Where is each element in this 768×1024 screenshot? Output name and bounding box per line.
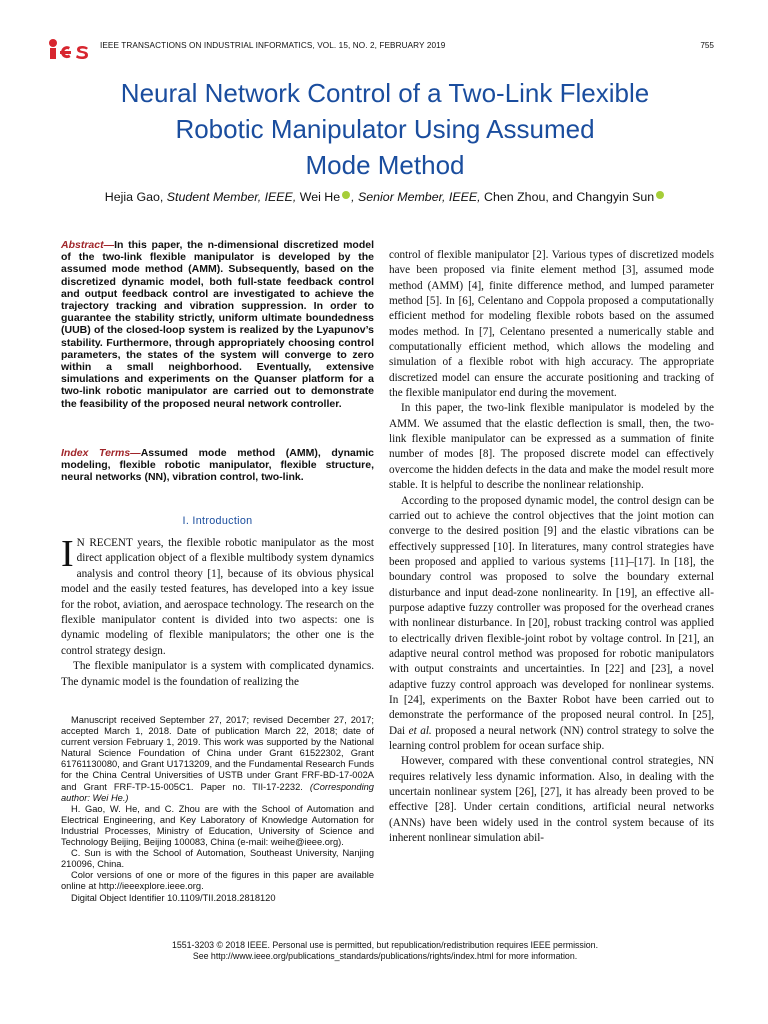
copyright-line-1: 1551-3203 © 2018 IEEE. Personal use is permitted, but republication/redistribution requires IEEE permission. [171, 940, 599, 950]
ies-logo [48, 38, 90, 60]
abstract-text: In this paper, the n-dimensional discretized model of the two-link flexible manipulator is developed by the assumed mode method (AMM). Subsequently, based on the discretized dynamic model, both full-state feedback control and output feedback control are investigated to achieve the trajectory tracking and vibration suppression. In order to guarantee the stability strictly, uniform ultimate boundedness (UUB) of the closed-loop system is realized by the Lyapunov’s stability. Furthermore, through appropriately choosing control parameters, the states of the system will converge to zero within a small neighborhood. Eventually, extensive simulations and experiments on the Quanser platform for a two-link robotic manipulator are carried out to demonstrate the feasibility of the proposed neural network controller. [61, 239, 374, 410]
footnotes [61, 715, 374, 904]
orcid-icon[interactable] [656, 191, 664, 199]
index-terms-text: Assumed mode method (AMM), dynamic modeling, flexible robotic manipulator, flexible structure, neural networks (NN), vibration control, two-link. [61, 447, 374, 484]
intro-paragraph-1: N RECENT years, the flexible robotic manipulator as the most direct application object of a flexible multibody system dynamics analysis and control theory [1], because of its obvious physical model and the easily tested features, has developed into a key issue for the robot, aviation, and aerospace technology. The research on the flexible manipulator content is divided into two aspects: one is dynamic modeling of flexible manipulators; the other one is the control strategy design. [61, 537, 374, 657]
author-list [30, 190, 740, 204]
title-line-1: Neural Network Control of a Two-Link Flexible [120, 78, 650, 108]
journal-citation: IEEE TRANSACTIONS ON INDUSTRIAL INFORMATICS, VOL. 15, NO. 2, FEBRUARY 2019 [100, 41, 446, 50]
footnote-affiliation-1: H. Gao, W. He, and C. Zhou are with the School of Automation and Electrical Engineering, and Key Laboratory of Knowledge Automation for Industrial Processes, Ministry of Education, University of Science and Technology Beijing, Beijing 100083, China (e-mail: weihe@ieee.org). [61, 803, 374, 848]
title-line-2: Robotic Manipulator Using Assumed [175, 114, 595, 144]
author-2-role: , Senior Member, IEEE, [351, 190, 481, 204]
right-paragraph-2: In this paper, the two-link flexible manipulator is modeled by the AMM. We assumed that the elastic deflection is small, then, the two-link flexible manipulator can be expressed as a summation of finite number of modes [8]. The proposed discrete model can effectively overcome the hidden defects in the data and make the model result more stable. It is helpful to describe the nonlinear relationship. [389, 402, 714, 492]
right-paragraph-1: control of flexible manipulator [2]. Various types of discretized models have been proposed via finite element method [3], assumed mode method (AMM) [4], finite difference method, and lumped parameter method [5]. In [6], Celentano and Coppola proposed a computationally efficient method for modeling flexible robots based on the assumed modes method. In [7], Celentano presented a numerically stable and computationally efficient method, which allows the modeling and simulation of a flexible robot with high accuracy. The appropriate discretized model can ensure the accurate positioning and tracking of the flexible manipulator end during the movement. [389, 249, 714, 400]
author-1-role: Student Member, IEEE, [166, 190, 297, 204]
drop-cap: I [61, 533, 74, 575]
right-paragraph-3a: According to the proposed dynamic model, the control design can be carried out to achieve the control objectives that the joint motion can converge to the desired position [9] and the elastic vibrations can be effectively suppressed [10]. In literatures, many control strategies have been proposed and applied to various systems [11]–[17]. In [18], the boundary control was proposed to solve the boundary external disturbance and input dead-zone nonlinearity. In [19], an effective all-purpose adaptive fuzzy controller was proposed for the overhead cranes with nonlinear disturbance. In [20], robust tracking control was applied to electrically driven flexible-joint robot by voltage control. In [21], an adaptive neural control method was proposed for robotic manipulators with output constraints and uncertainties. In [22] and [23], a novel adaptive fuzzy control approach was developed for nonlinear systems. In [24], experiments on the Baxter Robot have been carried out to demonstrate the performance of the proposed neural control. In [25], Dai [389, 494, 714, 737]
page-number: 755 [700, 41, 714, 50]
footnote-affiliation-2: C. Sun is with the School of Automation, Southeast University, Nanjing 210096, China. [61, 848, 374, 870]
copyright-notice [40, 940, 730, 962]
right-paragraph-4: However, compared with these conventional control strategies, NN requires relatively less dynamic information. Also, in dealing with the uncertain nonlinear system [26], [27], it has already been proved to be effective [28]. Under certain conditions, artificial neural networks (ANNs) have been widely used in the control system because of its inherent nonlinear simulation abil- [389, 755, 714, 845]
footnote-manuscript: Manuscript received September 27, 2017; revised December 27, 2017; accepted March 1, 2018. Date of publication March 22, 2018; date of current version February 1, 2019. This work was supported by the National Natural Science Foundation of China under Grant 61522302, Grant 61761130080, and Grant U1713209, and the Fundamental Research Funds for the China Central Universities of USTB under Grant FRF-BD-17-002A and Grant FRF-TP-15-005C1. Paper no. TII-17-2232. [61, 715, 374, 792]
paper-title [40, 75, 730, 183]
author-2: Wei He [299, 190, 341, 204]
index-terms [61, 447, 374, 484]
footnote-corresponding: (Corresponding author: Wei He.) [61, 781, 374, 803]
right-paragraph-3b: proposed a neural network (NN) control strategy to solve the learning control problem for ocean surface ship. [389, 724, 714, 752]
right-paragraph-3 [389, 494, 714, 755]
orcid-icon[interactable] [342, 191, 350, 199]
author-1: Hejia Gao, [104, 190, 164, 204]
intro-paragraph-2: The flexible manipulator is a system with complicated dynamics. The dynamic model is the foundation of realizing the [61, 660, 374, 688]
index-terms-label: Index Terms— [61, 447, 141, 459]
abstract-label: Abstract— [61, 239, 115, 251]
author-3-4: Chen Zhou, and Changyin Sun [484, 190, 655, 204]
et-al: et al. [408, 724, 432, 737]
copyright-line-2[interactable]: See http://www.ieee.org/publications_standards/publications/rights/index.html for more information. [192, 951, 578, 961]
footnote-doi[interactable]: Digital Object Identifier 10.1109/TII.2018.2818120 [71, 892, 276, 903]
abstract [61, 239, 374, 410]
title-line-3: Mode Method [305, 150, 465, 180]
introduction-body [61, 533, 374, 690]
right-column-body [389, 248, 714, 846]
footnote-color-versions: Color versions of one or more of the figures in this paper are available online at http://ieeexplore.ieee.org. [61, 870, 374, 892]
running-header [48, 38, 714, 58]
section-heading-introduction: I. Introduction [182, 515, 253, 527]
